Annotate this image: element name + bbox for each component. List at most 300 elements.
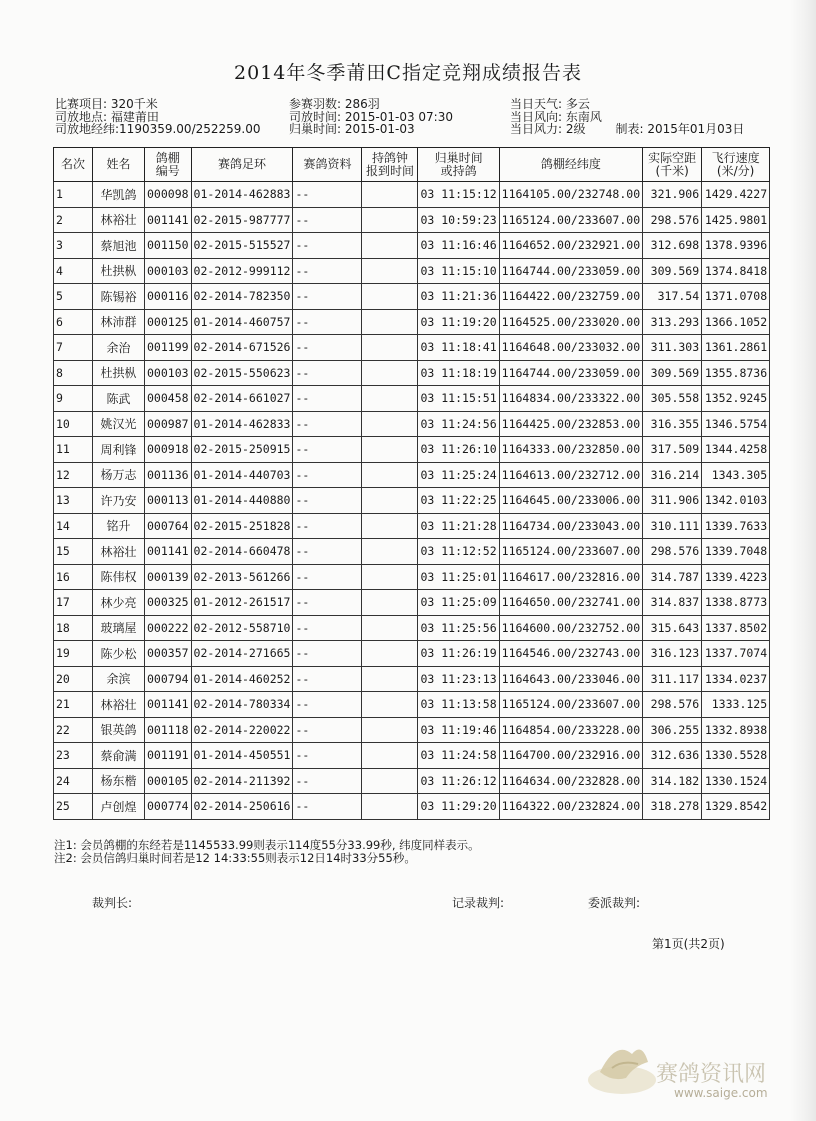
cell-name: 林少亮: [93, 590, 145, 616]
cell-rank: 1: [54, 182, 93, 208]
cell-arrival-time: 03 11:18:41: [418, 335, 499, 361]
cell-name: 华凯鸽: [93, 182, 145, 208]
race-info-column-2: [289, 98, 453, 136]
cell-arrival-time: 03 11:15:10: [418, 258, 499, 284]
table-header-row: [54, 148, 770, 182]
cell-name: 林裕壮: [93, 692, 145, 718]
cell-loft-coordinates: 1164525.00/233020.00: [499, 309, 642, 335]
cell-arrival-time: 03 11:25:56: [418, 615, 499, 641]
cell-loft-coordinates: 1164645.00/233006.00: [499, 488, 642, 514]
cell-name: 杨东楷: [93, 768, 145, 794]
cell-distance: 315.643: [643, 615, 702, 641]
table-row: [54, 539, 770, 565]
cell-clock-time: [362, 207, 418, 233]
cell-ring-number: 02-2014-660478: [191, 539, 293, 565]
cell-ring-number: 02-2014-661027: [191, 386, 293, 412]
cell-ring-number: 02-2012-999112: [191, 258, 293, 284]
cell-rank: 25: [54, 794, 93, 820]
cell-distance: 310.111: [643, 513, 702, 539]
cell-arrival-time: 03 11:26:10: [418, 437, 499, 463]
cell-ring-number: 02-2014-211392: [191, 768, 293, 794]
cell-pigeon-info: --: [293, 717, 362, 743]
wind-force: [510, 123, 744, 136]
cell-speed: 1343.305: [702, 462, 770, 488]
cell-clock-time: [362, 794, 418, 820]
cell-ring-number: 02-2015-987777: [191, 207, 293, 233]
cell-arrival-time: 03 10:59:23: [418, 207, 499, 233]
cell-pigeon-info: --: [293, 539, 362, 565]
cell-rank: 3: [54, 233, 93, 259]
cell-loft-coordinates: 1164854.00/233228.00: [499, 717, 642, 743]
cell-distance: 311.117: [643, 666, 702, 692]
cell-name: 陈少松: [93, 641, 145, 667]
cell-loft-id: 000222: [145, 615, 192, 641]
cell-clock-time: [362, 513, 418, 539]
cell-loft-coordinates: 1164333.00/232850.00: [499, 437, 642, 463]
cell-loft-coordinates: 1164700.00/232916.00: [499, 743, 642, 769]
cell-distance: 298.576: [643, 207, 702, 233]
cell-distance: 314.182: [643, 768, 702, 794]
table-row: [54, 437, 770, 463]
cell-clock-time: [362, 641, 418, 667]
cell-speed: 1333.125: [702, 692, 770, 718]
cell-loft-coordinates: 1164652.00/232921.00: [499, 233, 642, 259]
cell-loft-coordinates: 1164650.00/232741.00: [499, 590, 642, 616]
cell-speed: 1339.7048: [702, 539, 770, 565]
cell-pigeon-info: --: [293, 794, 362, 820]
cell-arrival-time: 03 11:25:09: [418, 590, 499, 616]
cell-name: 杜拱枞: [93, 258, 145, 284]
table-row: [54, 488, 770, 514]
cell-clock-time: [362, 768, 418, 794]
cell-name: 余滨: [93, 666, 145, 692]
cell-speed: 1334.0237: [702, 666, 770, 692]
cell-name: 卢创煌: [93, 794, 145, 820]
cell-rank: 18: [54, 615, 93, 641]
cell-speed: 1346.5754: [702, 411, 770, 437]
cell-speed: 1339.4223: [702, 564, 770, 590]
cell-clock-time: [362, 488, 418, 514]
table-row: [54, 794, 770, 820]
cell-loft-coordinates: 1164734.00/233043.00: [499, 513, 642, 539]
cell-speed: 1378.9396: [702, 233, 770, 259]
cell-name: 陈伟权: [93, 564, 145, 590]
results-table: [53, 147, 770, 820]
cell-rank: 10: [54, 411, 93, 437]
cell-ring-number: 01-2014-462833: [191, 411, 293, 437]
cell-loft-id: 001141: [145, 207, 192, 233]
cell-ring-number: 01-2012-261517: [191, 590, 293, 616]
cell-rank: 9: [54, 386, 93, 412]
cell-pigeon-info: --: [293, 564, 362, 590]
cell-speed: 1371.0708: [702, 284, 770, 310]
cell-loft-coordinates: 1164634.00/232828.00: [499, 768, 642, 794]
cell-arrival-time: 03 11:26:19: [418, 641, 499, 667]
cell-loft-id: 000987: [145, 411, 192, 437]
cell-loft-id: 001141: [145, 692, 192, 718]
cell-arrival-time: 03 11:16:46: [418, 233, 499, 259]
cell-loft-id: 000103: [145, 258, 192, 284]
cell-arrival-time: 03 11:15:12: [418, 182, 499, 208]
cell-name: 玻璃屋: [93, 615, 145, 641]
cell-arrival-time: 03 11:19:20: [418, 309, 499, 335]
cell-loft-coordinates: 1165124.00/233607.00: [499, 207, 642, 233]
cell-loft-coordinates: 1164744.00/233059.00: [499, 360, 642, 386]
cell-arrival-time: 03 11:23:13: [418, 666, 499, 692]
cell-arrival-time: 03 11:25:01: [418, 564, 499, 590]
cell-loft-coordinates: 1165124.00/233607.00: [499, 692, 642, 718]
cell-clock-time: [362, 233, 418, 259]
cell-distance: 321.906: [643, 182, 702, 208]
chief-referee-label: 裁判长:: [92, 896, 133, 910]
entry-count: 参赛羽数: 286羽: [289, 97, 380, 111]
cell-name: 许乃安: [93, 488, 145, 514]
cell-rank: 14: [54, 513, 93, 539]
cell-rank: 22: [54, 717, 93, 743]
cell-pigeon-info: --: [293, 743, 362, 769]
cell-rank: 13: [54, 488, 93, 514]
cell-loft-coordinates: 1164105.00/232748.00: [499, 182, 642, 208]
cell-loft-coordinates: 1164643.00/233046.00: [499, 666, 642, 692]
cell-speed: 1329.8542: [702, 794, 770, 820]
cell-ring-number: 02-2013-561266: [191, 564, 293, 590]
cell-clock-time: [362, 309, 418, 335]
cell-arrival-time: 03 11:21:28: [418, 513, 499, 539]
cell-ring-number: 02-2012-558710: [191, 615, 293, 641]
cell-distance: 316.214: [643, 462, 702, 488]
cell-loft-id: 001118: [145, 717, 192, 743]
cell-distance: 318.278: [643, 794, 702, 820]
header-arrival-time: 归巢时间 或持鸽: [418, 148, 499, 182]
cell-clock-time: [362, 386, 418, 412]
cell-ring-number: 02-2014-271665: [191, 641, 293, 667]
cell-distance: 314.787: [643, 564, 702, 590]
table-row: [54, 717, 770, 743]
cell-loft-coordinates: 1164425.00/232853.00: [499, 411, 642, 437]
race-info-column-1: [55, 98, 261, 136]
cell-ring-number: 02-2014-671526: [191, 335, 293, 361]
cell-arrival-time: 03 11:24:56: [418, 411, 499, 437]
cell-distance: 311.906: [643, 488, 702, 514]
cell-speed: 1337.8502: [702, 615, 770, 641]
cell-distance: 317.509: [643, 437, 702, 463]
watermark-url: www.saige.com: [674, 1086, 768, 1100]
cell-rank: 6: [54, 309, 93, 335]
cell-distance: 316.355: [643, 411, 702, 437]
cell-name: 杜拱枞: [93, 360, 145, 386]
cell-speed: 1361.2861: [702, 335, 770, 361]
record-referee-label: 记录裁判:: [452, 896, 505, 910]
cell-rank: 15: [54, 539, 93, 565]
cell-pigeon-info: --: [293, 590, 362, 616]
cell-loft-id: 000116: [145, 284, 192, 310]
cell-ring-number: 01-2014-440880: [191, 488, 293, 514]
cell-rank: 2: [54, 207, 93, 233]
cell-loft-coordinates: 1164613.00/232712.00: [499, 462, 642, 488]
cell-distance: 316.123: [643, 641, 702, 667]
cell-distance: 306.255: [643, 717, 702, 743]
cell-clock-time: [362, 717, 418, 743]
cell-name: 林沛群: [93, 309, 145, 335]
cell-loft-id: 001150: [145, 233, 192, 259]
cell-distance: 298.576: [643, 539, 702, 565]
cell-name: 铭升: [93, 513, 145, 539]
cell-pigeon-info: --: [293, 768, 362, 794]
cell-arrival-time: 03 11:26:12: [418, 768, 499, 794]
cell-rank: 8: [54, 360, 93, 386]
cell-pigeon-info: --: [293, 360, 362, 386]
table-row: [54, 411, 770, 437]
cell-rank: 4: [54, 258, 93, 284]
cell-arrival-time: 03 11:21:36: [418, 284, 499, 310]
cell-loft-id: 000139: [145, 564, 192, 590]
cell-loft-id: 000325: [145, 590, 192, 616]
cell-name: 林裕壮: [93, 539, 145, 565]
release-location: 司放地点: 福建莆田: [55, 109, 159, 124]
cell-clock-time: [362, 411, 418, 437]
cell-pigeon-info: --: [293, 258, 362, 284]
cell-clock-time: [362, 335, 418, 361]
table-row: [54, 666, 770, 692]
cell-speed: 1338.8773: [702, 590, 770, 616]
cell-rank: 12: [54, 462, 93, 488]
cell-loft-id: 000918: [145, 437, 192, 463]
header-name: 姓名: [93, 148, 145, 182]
cell-loft-id: 000113: [145, 488, 192, 514]
cell-pigeon-info: --: [293, 309, 362, 335]
cell-loft-coordinates: 1164600.00/232752.00: [499, 615, 642, 641]
cell-speed: 1429.4227: [702, 182, 770, 208]
cell-ring-number: 02-2014-782350: [191, 284, 293, 310]
cell-clock-time: [362, 743, 418, 769]
cell-pigeon-info: --: [293, 411, 362, 437]
cell-loft-id: 001141: [145, 539, 192, 565]
cell-pigeon-info: --: [293, 207, 362, 233]
header-rank: 名次: [54, 148, 93, 182]
return-date: 归巢时间: 2015-01-03: [289, 122, 415, 136]
cell-speed: 1352.9245: [702, 386, 770, 412]
cell-ring-number: 01-2014-460757: [191, 309, 293, 335]
cell-pigeon-info: --: [293, 233, 362, 259]
cell-ring-number: 02-2015-251828: [191, 513, 293, 539]
race-info-column-3: [510, 98, 744, 136]
cell-loft-coordinates: 1164546.00/232743.00: [499, 641, 642, 667]
watermark-text: 赛鸽资讯网: [656, 1062, 767, 1087]
table-row: [54, 233, 770, 259]
cell-loft-id: 001199: [145, 335, 192, 361]
table-row: [54, 743, 770, 769]
cell-clock-time: [362, 437, 418, 463]
cell-loft-coordinates: 1164648.00/233032.00: [499, 335, 642, 361]
cell-ring-number: 02-2014-780334: [191, 692, 293, 718]
cell-pigeon-info: --: [293, 615, 362, 641]
cell-pigeon-info: --: [293, 284, 362, 310]
cell-rank: 17: [54, 590, 93, 616]
cell-distance: 314.837: [643, 590, 702, 616]
cell-rank: 23: [54, 743, 93, 769]
cell-pigeon-info: --: [293, 641, 362, 667]
cell-pigeon-info: --: [293, 437, 362, 463]
header-loft-coordinates: 鸽棚经纬度: [499, 148, 642, 182]
cell-loft-id: 000357: [145, 641, 192, 667]
cell-arrival-time: 03 11:24:58: [418, 743, 499, 769]
cell-arrival-time: 03 11:13:58: [418, 692, 499, 718]
made-date: 制表: 2015年01月03日: [615, 122, 745, 136]
cell-speed: 1355.8736: [702, 360, 770, 386]
cell-name: 林裕壮: [93, 207, 145, 233]
cell-pigeon-info: --: [293, 513, 362, 539]
cell-speed: 1344.4258: [702, 437, 770, 463]
cell-distance: 312.636: [643, 743, 702, 769]
cell-pigeon-info: --: [293, 666, 362, 692]
cell-distance: 313.293: [643, 309, 702, 335]
cell-arrival-time: 03 11:18:19: [418, 360, 499, 386]
cell-ring-number: 01-2014-462883: [191, 182, 293, 208]
cell-speed: 1337.7074: [702, 641, 770, 667]
cell-arrival-time: 03 11:19:46: [418, 717, 499, 743]
table-row: [54, 207, 770, 233]
cell-arrival-time: 03 11:22:25: [418, 488, 499, 514]
cell-clock-time: [362, 692, 418, 718]
cell-loft-id: 001136: [145, 462, 192, 488]
cell-rank: 21: [54, 692, 93, 718]
cell-clock-time: [362, 182, 418, 208]
table-row: [54, 182, 770, 208]
table-row: [54, 590, 770, 616]
cell-loft-id: 000105: [145, 768, 192, 794]
table-row: [54, 641, 770, 667]
cell-name: 蔡俞满: [93, 743, 145, 769]
table-row: [54, 462, 770, 488]
header-loft-id: 鸽棚 编号: [145, 148, 192, 182]
cell-arrival-time: 03 11:15:51: [418, 386, 499, 412]
cell-clock-time: [362, 615, 418, 641]
table-row: [54, 335, 770, 361]
cell-ring-number: 02-2014-220022: [191, 717, 293, 743]
table-row: [54, 615, 770, 641]
cell-loft-coordinates: 1165124.00/233607.00: [499, 539, 642, 565]
cell-loft-coordinates: 1164617.00/232816.00: [499, 564, 642, 590]
note-2: 注2: 会员信鸽归巢时间若是12 14:33:55则表示12日14时33分55秒。: [54, 851, 416, 865]
assigned-referee-label: 委派裁判:: [588, 896, 641, 910]
cell-clock-time: [362, 284, 418, 310]
cell-distance: 309.569: [643, 360, 702, 386]
cell-loft-id: 000774: [145, 794, 192, 820]
cell-ring-number: 01-2014-440703: [191, 462, 293, 488]
cell-loft-id: 000103: [145, 360, 192, 386]
header-clock-time: 持鸽钟 报到时间: [362, 148, 418, 182]
cell-speed: 1425.9801: [702, 207, 770, 233]
table-row: [54, 386, 770, 412]
note-1: 注1: 会员鸽棚的东经若是1145533.99则表示114度55分33.99秒, 纬度同样表示。: [54, 838, 480, 852]
page-number: 第1页(共2页): [652, 937, 725, 951]
cell-speed: 1330.1524: [702, 768, 770, 794]
cell-distance: 298.576: [643, 692, 702, 718]
table-row: [54, 309, 770, 335]
cell-pigeon-info: --: [293, 182, 362, 208]
cell-speed: 1332.8938: [702, 717, 770, 743]
header-speed: 飞行速度 (米/分): [702, 148, 770, 182]
cell-ring-number: 02-2015-250915: [191, 437, 293, 463]
cell-speed: 1366.1052: [702, 309, 770, 335]
cell-rank: 19: [54, 641, 93, 667]
cell-clock-time: [362, 462, 418, 488]
cell-arrival-time: 03 11:12:52: [418, 539, 499, 565]
cell-loft-id: 001191: [145, 743, 192, 769]
release-coordinates: 司放地经纬:1190359.00/252259.00: [55, 122, 261, 136]
cell-pigeon-info: --: [293, 386, 362, 412]
cell-name: 周利锋: [93, 437, 145, 463]
cell-rank: 5: [54, 284, 93, 310]
cell-distance: 309.569: [643, 258, 702, 284]
cell-loft-id: 000794: [145, 666, 192, 692]
cell-speed: 1339.7633: [702, 513, 770, 539]
header-distance: 实际空距 (千米): [643, 148, 702, 182]
cell-name: 银英鸽: [93, 717, 145, 743]
weather: 当日天气: 多云: [510, 97, 590, 111]
table-row: [54, 513, 770, 539]
scan-edge-shadow: [790, 0, 816, 1121]
cell-name: 蔡旭池: [93, 233, 145, 259]
wind-force-text: 当日风力: 2级: [510, 122, 586, 136]
cell-name: 陈锡裕: [93, 284, 145, 310]
cell-rank: 20: [54, 666, 93, 692]
cell-loft-id: 000764: [145, 513, 192, 539]
cell-distance: 312.698: [643, 233, 702, 259]
wind-direction: 当日风向: 东南风: [510, 109, 602, 124]
report-title: 2014年冬季莆田C指定竞翔成绩报告表: [234, 62, 582, 84]
race-item: 比赛项目: 320千米: [55, 97, 158, 111]
header-pigeon-info: 赛鸽资料: [293, 148, 362, 182]
cell-clock-time: [362, 590, 418, 616]
cell-distance: 311.303: [643, 335, 702, 361]
cell-name: 陈武: [93, 386, 145, 412]
cell-name: 余治: [93, 335, 145, 361]
cell-name: 姚汉光: [93, 411, 145, 437]
table-row: [54, 692, 770, 718]
cell-pigeon-info: --: [293, 462, 362, 488]
cell-loft-coordinates: 1164744.00/233059.00: [499, 258, 642, 284]
table-row: [54, 360, 770, 386]
table-row: [54, 284, 770, 310]
cell-pigeon-info: --: [293, 692, 362, 718]
cell-ring-number: 01-2014-450551: [191, 743, 293, 769]
table-row: [54, 768, 770, 794]
cell-clock-time: [362, 666, 418, 692]
cell-rank: 24: [54, 768, 93, 794]
header-ring-number: 赛鸽足环: [191, 148, 293, 182]
cell-speed: 1374.8418: [702, 258, 770, 284]
cell-loft-id: 000125: [145, 309, 192, 335]
cell-ring-number: 02-2015-550623: [191, 360, 293, 386]
cell-loft-id: 000458: [145, 386, 192, 412]
cell-rank: 11: [54, 437, 93, 463]
cell-loft-id: 000098: [145, 182, 192, 208]
cell-ring-number: 02-2015-515527: [191, 233, 293, 259]
notes: [54, 839, 480, 865]
cell-loft-coordinates: 1164322.00/232824.00: [499, 794, 642, 820]
cell-speed: 1342.0103: [702, 488, 770, 514]
cell-speed: 1330.5528: [702, 743, 770, 769]
cell-ring-number: 02-2014-250616: [191, 794, 293, 820]
cell-clock-time: [362, 539, 418, 565]
cell-loft-coordinates: 1164834.00/233322.00: [499, 386, 642, 412]
table-row: [54, 564, 770, 590]
table-body: [54, 182, 770, 820]
cell-rank: 16: [54, 564, 93, 590]
cell-clock-time: [362, 360, 418, 386]
cell-clock-time: [362, 258, 418, 284]
